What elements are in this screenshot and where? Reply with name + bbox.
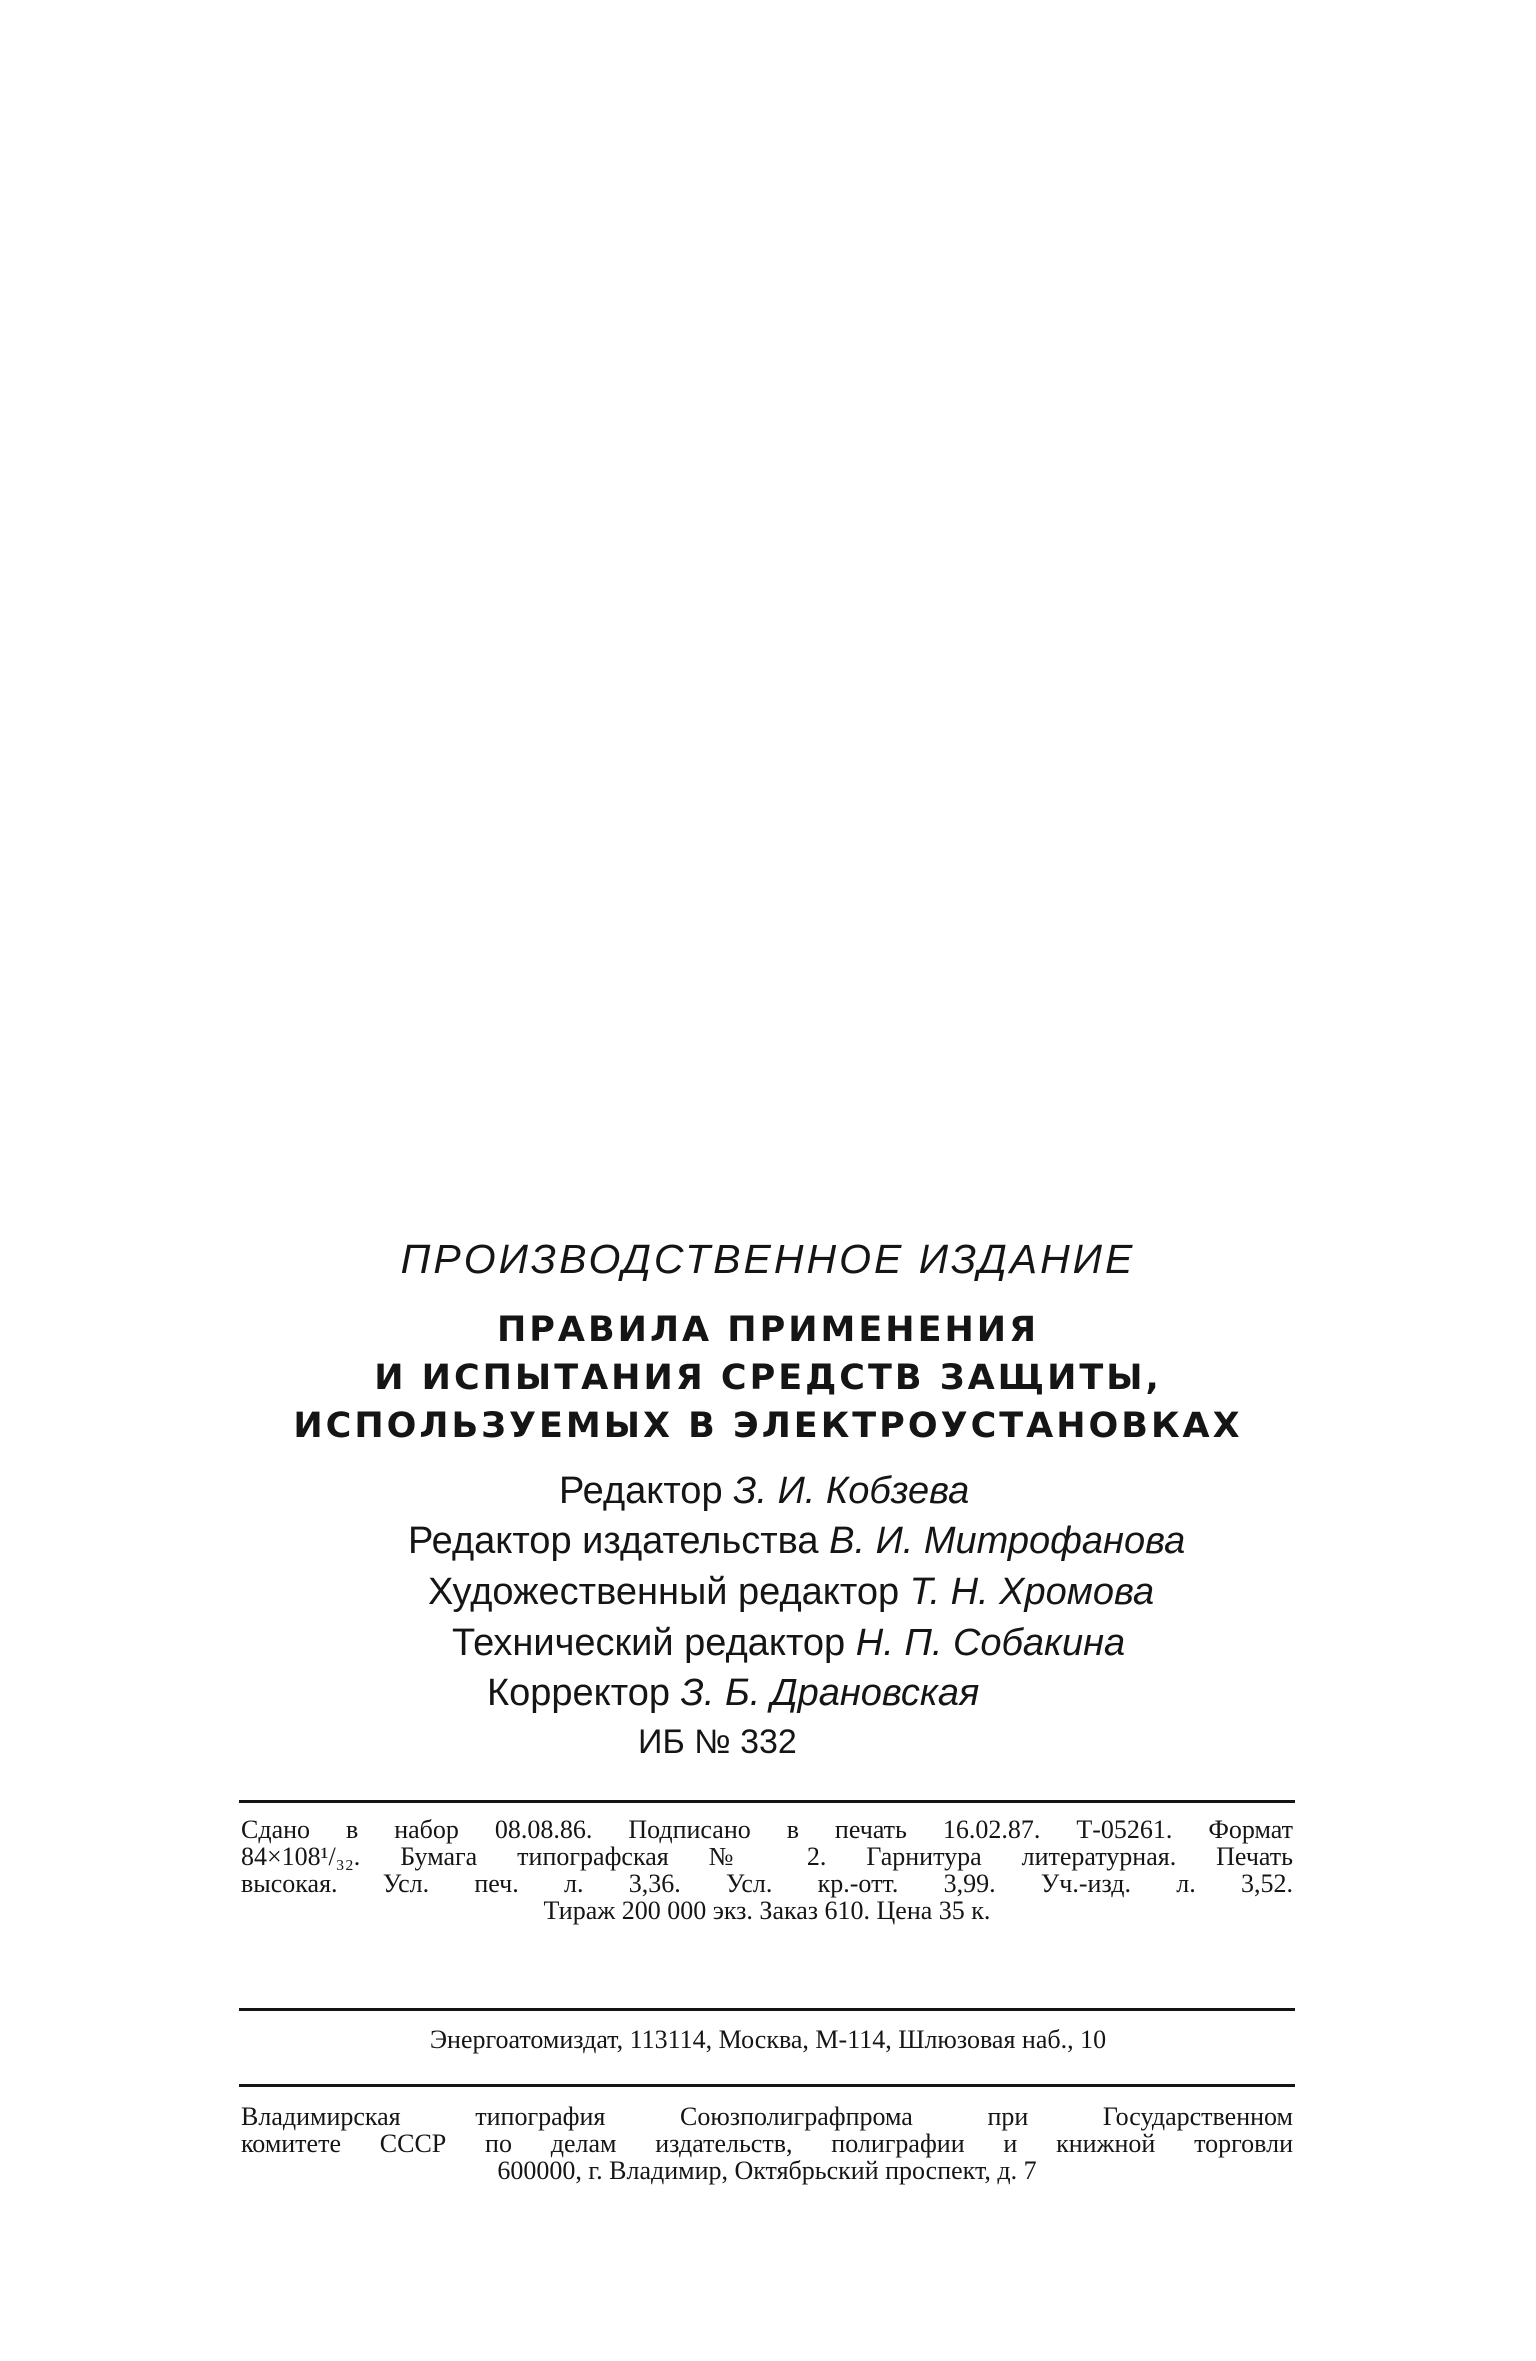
divider-rule	[239, 2084, 1295, 2087]
credit-role: Редактор издательства	[408, 1520, 819, 1562]
credit-role: Корректор	[487, 1672, 670, 1714]
print-info-line: 84×108¹/₃₂. Бумага типографская № 2. Гарнитура литературная. Печать	[241, 1842, 1293, 1871]
credit-technical-editor	[452, 1622, 1125, 1665]
credit-person: З. И. Кобзева	[733, 1470, 970, 1512]
ib-number: ИБ № 332	[638, 1723, 797, 1761]
credit-role: Технический редактор	[452, 1622, 846, 1664]
credit-person: Н. П. Собакина	[855, 1622, 1126, 1664]
printer-line: Владимирская типография Союзполиграфпрома при Государственном	[241, 2102, 1293, 2131]
credit-person: З. Б. Драновская	[680, 1672, 980, 1714]
print-info-block	[241, 1816, 1293, 1924]
printer-block	[241, 2103, 1293, 2184]
credit-art-editor	[428, 1571, 1154, 1614]
book-title-line-1: ПРАВИЛА ПРИМЕНЕНИЯ	[496, 1310, 1040, 1350]
print-info-line: Сдано в набор 08.08.86. Подписано в печать 16.02.87. Т-05261. Формат	[241, 1815, 1293, 1844]
divider-rule	[239, 1800, 1295, 1803]
printer-line: 600000, г. Владимир, Октябрьский проспект, д. 7	[497, 2156, 1037, 2185]
book-title-line-2: И ИСПЫТАНИЯ СРЕДСТВ ЗАЩИТЫ,	[374, 1358, 1162, 1398]
publisher-block	[0, 2026, 1536, 2053]
credit-person: В. И. Митрофанова	[829, 1520, 1186, 1562]
printer-line: комитете СССР по делам издательств, полиграфии и книжной торговли	[241, 2129, 1293, 2158]
credit-proofreader	[487, 1672, 979, 1715]
credit-role: Редактор	[559, 1470, 723, 1512]
credit-editor	[559, 1470, 969, 1513]
book-title-line-3: ИСПОЛЬЗУЕМЫХ В ЭЛЕКТРОУСТАНОВКАХ	[293, 1406, 1243, 1446]
print-info-line: высокая. Усл. печ. л. 3,36. Усл. кр.-отт. 3,99. Уч.-изд. л. 3,52.	[241, 1869, 1293, 1898]
edition-type: ПРОИЗВОДСТВЕННОЕ ИЗДАНИЕ	[400, 1236, 1136, 1282]
credit-role: Художественный редактор	[428, 1571, 900, 1613]
divider-rule	[239, 2008, 1295, 2011]
print-info-line: Тираж 200 000 экз. Заказ 610. Цена 35 к.	[543, 1896, 991, 1925]
credit-person: Т. Н. Хромова	[909, 1571, 1155, 1613]
credit-publishing-editor	[408, 1520, 1185, 1563]
publisher-address: Энергоатомиздат, 113114, Москва, М-114, Шлюзовая наб., 10	[429, 2025, 1107, 2054]
